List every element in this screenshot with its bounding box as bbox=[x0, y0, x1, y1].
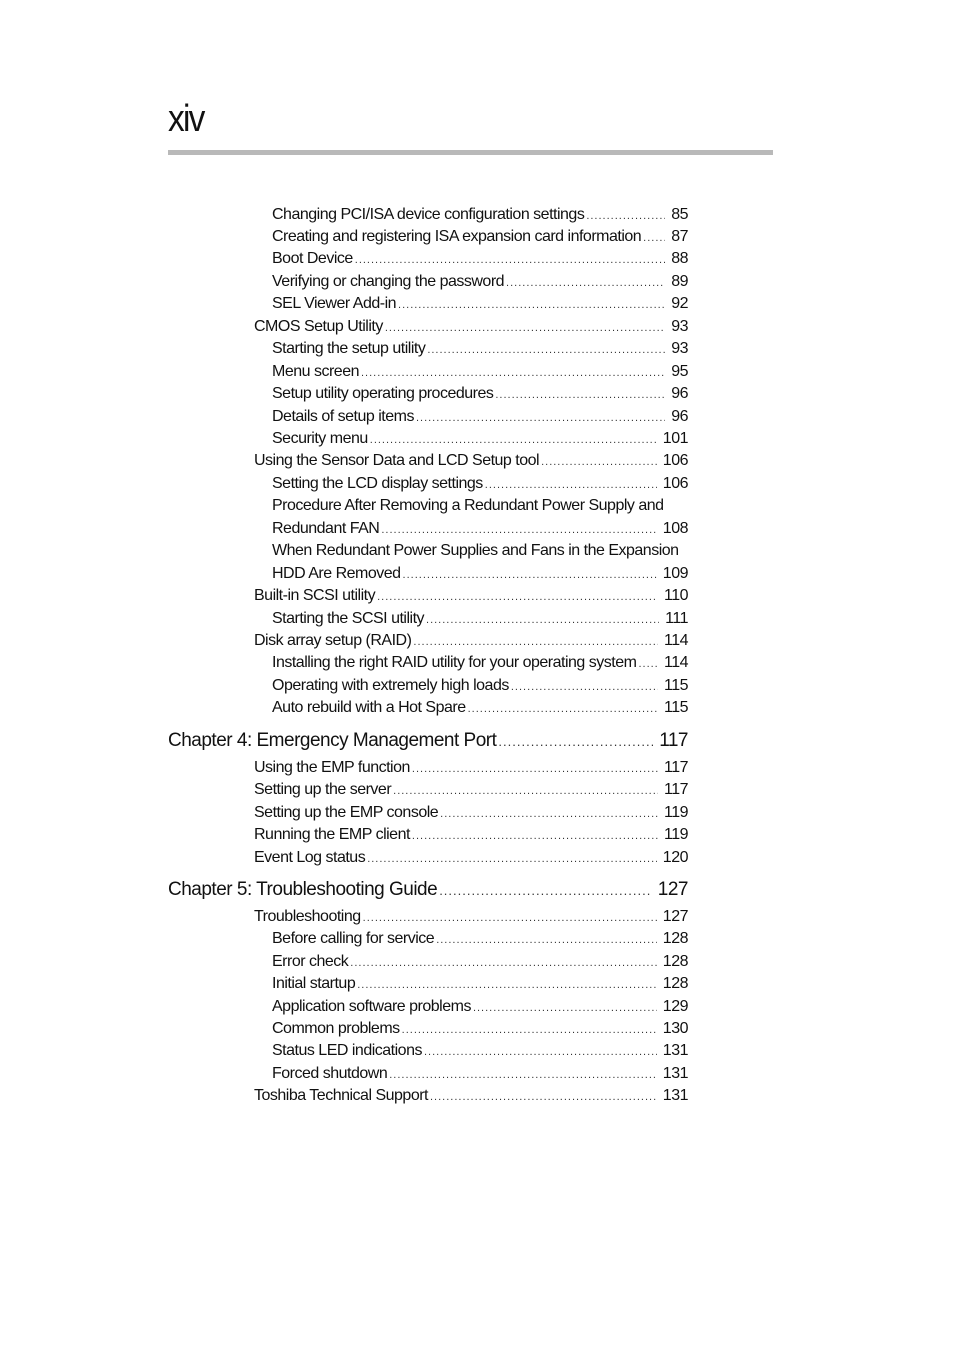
toc-page-number: 106 bbox=[662, 452, 688, 469]
toc-entry-title: Creating and registering ISA expansion card information bbox=[272, 228, 642, 245]
toc-page-number: 117 bbox=[659, 730, 688, 751]
toc-entry-title: Setting up the server bbox=[254, 781, 392, 798]
toc-page-number: 120 bbox=[662, 849, 688, 866]
toc-entry-title: Installing the right RAID utility for your operating system bbox=[272, 654, 637, 671]
toc-dot-leader bbox=[370, 431, 657, 450]
toc-entry-title: Application software problems bbox=[272, 998, 471, 1015]
toc-entry bbox=[254, 1086, 688, 1107]
toc-dot-leader bbox=[412, 760, 658, 779]
toc-dot-leader bbox=[355, 251, 665, 270]
toc-dot-leader bbox=[468, 700, 658, 719]
toc-entry-title: Disk array setup (RAID) bbox=[254, 632, 412, 649]
toc-entry bbox=[254, 631, 688, 652]
toc-entry-title: Security menu bbox=[272, 430, 368, 447]
toc-entry bbox=[254, 848, 688, 869]
toc-entry-title: Before calling for service bbox=[272, 930, 435, 947]
toc-dot-leader bbox=[385, 319, 665, 338]
toc-page-number: 92 bbox=[671, 295, 688, 312]
toc-entry-title: Auto rebuild with a Hot Spare bbox=[272, 699, 466, 716]
toc-dot-leader bbox=[473, 999, 657, 1018]
toc-entry-title: Built-in SCSI utility bbox=[254, 587, 376, 604]
toc-dot-leader bbox=[541, 453, 657, 472]
toc-page-number: 115 bbox=[663, 677, 688, 694]
toc-entry bbox=[272, 339, 688, 360]
toc-dot-leader bbox=[427, 341, 665, 360]
toc-entry bbox=[272, 294, 688, 315]
toc-dot-leader bbox=[643, 229, 665, 248]
toc-entry bbox=[254, 825, 688, 846]
toc-entry bbox=[272, 952, 688, 973]
toc-entry-title: Using the Sensor Data and LCD Setup tool bbox=[254, 452, 540, 469]
toc-page-number: 93 bbox=[671, 340, 688, 357]
toc-page-number: 119 bbox=[663, 804, 688, 821]
toc-entry-title: Toshiba Technical Support bbox=[254, 1087, 428, 1104]
toc-entry-title: Forced shutdown bbox=[272, 1065, 388, 1082]
toc-entry bbox=[254, 907, 688, 928]
toc-entry bbox=[272, 698, 688, 719]
page-number: xiv bbox=[168, 98, 204, 140]
toc-dot-leader bbox=[485, 476, 657, 495]
toc-entry bbox=[272, 474, 688, 495]
toc-entry bbox=[272, 609, 688, 630]
toc-dot-leader bbox=[377, 588, 658, 607]
toc-dot-leader bbox=[350, 954, 657, 973]
toc-entry-title: Running the EMP client bbox=[254, 826, 410, 843]
toc-page-number: 114 bbox=[663, 632, 688, 649]
toc-dot-leader bbox=[426, 611, 659, 630]
toc-dot-leader bbox=[402, 1021, 657, 1040]
toc-chapter-entry bbox=[168, 730, 688, 753]
toc-page-number: 130 bbox=[662, 1020, 688, 1037]
toc-entry bbox=[272, 676, 688, 697]
toc-entry-title: Event Log status bbox=[254, 849, 366, 866]
toc-entry-title: Procedure After Removing a Redundant Power Supply and bbox=[272, 497, 664, 514]
toc-entry-title: Operating with extremely high loads bbox=[272, 677, 509, 694]
toc-dot-leader bbox=[361, 364, 665, 383]
toc-entry-title: Common problems bbox=[272, 1020, 400, 1037]
toc-entry bbox=[272, 929, 688, 950]
toc-entry bbox=[254, 803, 688, 824]
toc-page-number: 88 bbox=[671, 250, 688, 267]
toc-page-number: 93 bbox=[671, 318, 688, 335]
toc-entry bbox=[254, 317, 688, 338]
toc-entry bbox=[272, 384, 688, 405]
toc-dot-leader bbox=[430, 1088, 657, 1107]
toc-entry bbox=[272, 974, 688, 995]
toc-chapter-entry bbox=[168, 879, 688, 902]
toc-entry-title: Verifying or changing the password bbox=[272, 273, 505, 290]
toc-entry bbox=[272, 1041, 688, 1062]
toc-page-number: 128 bbox=[662, 975, 688, 992]
toc-page-number: 119 bbox=[663, 826, 688, 843]
toc-dot-leader bbox=[357, 976, 657, 995]
toc-page-number: 87 bbox=[671, 228, 688, 245]
toc-page-number: 108 bbox=[662, 520, 688, 537]
toc-entry bbox=[272, 249, 688, 270]
toc-dot-leader bbox=[367, 850, 657, 869]
toc-page-number: 101 bbox=[662, 430, 688, 447]
toc-entry-title: Status LED indications bbox=[272, 1042, 422, 1059]
toc-entry bbox=[272, 1019, 688, 1040]
toc-page-number: 106 bbox=[662, 475, 688, 492]
toc-dot-leader bbox=[440, 805, 658, 824]
toc-entry-title: Starting the SCSI utility bbox=[272, 610, 425, 627]
toc-page-number: 117 bbox=[663, 781, 688, 798]
toc-entry bbox=[272, 205, 688, 226]
toc-page-number: 110 bbox=[663, 587, 688, 604]
toc-entry bbox=[254, 451, 688, 472]
toc-entry bbox=[254, 758, 688, 779]
toc-entry bbox=[272, 653, 688, 674]
toc-page-number: 96 bbox=[671, 408, 688, 425]
toc-page-number: 127 bbox=[657, 879, 688, 900]
toc-entry bbox=[272, 1064, 688, 1085]
toc-entry-title: When Redundant Power Supplies and Fans in the Expansion bbox=[272, 542, 679, 559]
toc-entry-title: Starting the setup utility bbox=[272, 340, 426, 357]
toc-entry-title: Using the EMP function bbox=[254, 759, 410, 776]
toc-page-number: 96 bbox=[671, 385, 688, 402]
toc-page-number: 127 bbox=[662, 908, 688, 925]
toc-entry bbox=[272, 362, 688, 383]
toc-dot-leader bbox=[393, 782, 658, 801]
toc-page-number: 115 bbox=[663, 699, 688, 716]
toc-dot-leader bbox=[638, 655, 658, 674]
toc-entry-title: CMOS Setup Utility bbox=[254, 318, 383, 335]
toc-page-number: 111 bbox=[665, 610, 688, 627]
toc-entry-title: Setting up the EMP console bbox=[254, 804, 439, 821]
toc-page-number: 131 bbox=[662, 1042, 688, 1059]
toc-entry bbox=[254, 780, 688, 801]
toc-entry-title: Menu screen bbox=[272, 363, 359, 380]
toc-entry-title: Redundant FAN bbox=[272, 520, 380, 537]
toc-dot-leader bbox=[439, 880, 652, 902]
toc-entry-title: Troubleshooting bbox=[254, 908, 361, 925]
toc-dot-leader bbox=[413, 633, 658, 652]
toc-page-number: 128 bbox=[662, 930, 688, 947]
toc-entry-title: Error check bbox=[272, 953, 349, 970]
toc-entry-title: HDD Are Removed bbox=[272, 565, 401, 582]
toc-dot-leader bbox=[498, 731, 653, 753]
toc-page-number: 131 bbox=[662, 1087, 688, 1104]
toc-page-number: 109 bbox=[662, 565, 688, 582]
toc-dot-leader bbox=[381, 521, 656, 540]
toc-dot-leader bbox=[416, 409, 665, 428]
toc-entry-title: Setting the LCD display settings bbox=[272, 475, 483, 492]
toc-entry-title: Initial startup bbox=[272, 975, 356, 992]
toc-dot-leader bbox=[412, 827, 658, 846]
toc-entry bbox=[272, 564, 688, 585]
toc-page-number: 95 bbox=[671, 363, 688, 380]
toc-entry bbox=[272, 997, 688, 1018]
toc-page-number: 89 bbox=[671, 273, 688, 290]
toc-entry bbox=[272, 407, 688, 428]
toc-entry-title: Setup utility operating procedures bbox=[272, 385, 494, 402]
toc-entry-title: Chapter 5: Troubleshooting Guide bbox=[168, 879, 438, 900]
toc-entry bbox=[272, 496, 688, 515]
toc-dot-leader bbox=[398, 296, 665, 315]
toc-dot-leader bbox=[506, 274, 665, 293]
toc-page-number: 129 bbox=[662, 998, 688, 1015]
toc-page-number: 117 bbox=[663, 759, 688, 776]
toc-dot-leader bbox=[511, 678, 658, 697]
toc-dot-leader bbox=[363, 909, 657, 928]
toc-entry-title: Details of setup items bbox=[272, 408, 414, 425]
toc-dot-leader bbox=[495, 386, 665, 405]
toc-dot-leader bbox=[403, 566, 657, 585]
toc-dot-leader bbox=[586, 207, 665, 226]
toc-page-number: 114 bbox=[663, 654, 688, 671]
toc-entry-title: Changing PCI/ISA device configuration settings bbox=[272, 206, 585, 223]
toc-entry bbox=[272, 429, 688, 450]
toc-entry-title: Chapter 4: Emergency Management Port bbox=[168, 730, 497, 751]
toc-entry bbox=[272, 519, 688, 540]
toc-dot-leader bbox=[424, 1043, 657, 1062]
toc-page-number: 131 bbox=[662, 1065, 688, 1082]
toc-page-number: 85 bbox=[671, 206, 688, 223]
toc-entry bbox=[272, 272, 688, 293]
toc-dot-leader bbox=[436, 931, 657, 950]
toc-dot-leader bbox=[389, 1066, 657, 1085]
toc-entry bbox=[254, 586, 688, 607]
toc-entry-title: SEL Viewer Add-in bbox=[272, 295, 397, 312]
toc-entry bbox=[272, 227, 688, 248]
toc-entry-title: Boot Device bbox=[272, 250, 353, 267]
toc-page-number: 128 bbox=[662, 953, 688, 970]
toc-entry bbox=[272, 541, 688, 560]
